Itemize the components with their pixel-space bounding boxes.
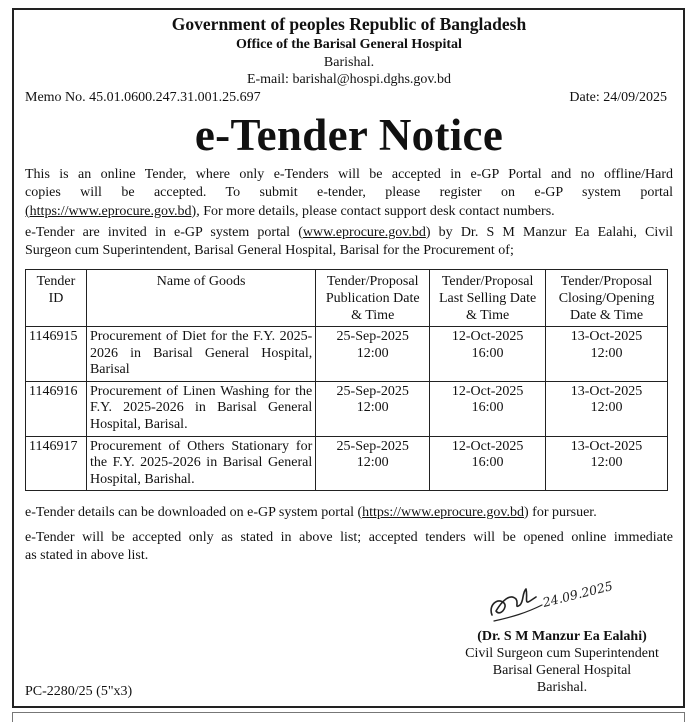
header-publication: Tender/Proposal Publication Date & Time <box>316 270 430 327</box>
invite-line-2: Surgeon cum Superintendent, Barisal General Hospital, Barisal for the Procurement of; <box>25 243 514 259</box>
signatory-name: (Dr. S M Manzur Ea Ealahi) <box>477 629 647 644</box>
tender-id: 1146917 <box>26 436 87 491</box>
notice-title: e-Tender Notice <box>194 110 504 160</box>
government-heading: Government of peoples Republic of Bangladesh <box>171 14 527 34</box>
goods-name: Procurement of Others Stationary for the F.Y. 2025-2026 in Barisal General Hospital, Barishal. <box>86 436 315 491</box>
header-tender-id: Tender ID <box>26 270 87 327</box>
details-pre: e-Tender details can be downloaded on e-GP system portal ( <box>25 505 363 520</box>
eprocure-link[interactable]: (https://www.eprocure.gov.bd) <box>25 203 197 219</box>
signature-date: 24.09.2025 <box>541 578 615 610</box>
table-row <box>26 327 668 382</box>
intro-line-3-rest: , For more details, please contact support desk contact numbers. <box>196 203 555 219</box>
invite-line-1 <box>25 224 673 242</box>
closing-opening-datetime: 13-Oct-2025 12:00 <box>546 327 668 382</box>
acceptance-line-1: e-Tender will be accepted only as stated in above list; accepted tenders will be opened online immediate <box>25 530 673 545</box>
invite-pre: e-Tender are invited in e-GP system portal ( <box>25 225 303 240</box>
acceptance-paragraph <box>25 529 673 566</box>
eprocure-short-link[interactable]: www.eprocure.gov.bd <box>302 225 426 240</box>
notice-date: Date: 24/09/2025 <box>569 90 667 105</box>
signatory-designation: Civil Surgeon cum Superintendent <box>465 646 659 661</box>
publication-datetime: 25-Sep-2025 12:00 <box>316 327 430 382</box>
header-name-of-goods: Name of Goods <box>86 270 315 327</box>
pc-reference: PC-2280/25 (5"x3) <box>25 684 133 699</box>
signatory-hospital: Barisal General Hospital <box>492 663 632 678</box>
signatory-block <box>436 628 688 696</box>
table-header-row <box>26 270 668 327</box>
goods-name: Procurement of Linen Washing for the F.Y. 2025-2026 in Barisal General Hospital, Barisal. <box>86 381 315 436</box>
intro-paragraph <box>25 166 673 221</box>
closing-opening-datetime: 13-Oct-2025 12:00 <box>546 436 668 491</box>
table-row <box>26 381 668 436</box>
last-selling-datetime: 12-Oct-2025 16:00 <box>430 381 546 436</box>
details-post: ) for pursuer. <box>524 505 597 520</box>
next-notice-edge <box>12 712 685 722</box>
office-email: E-mail: barishal@hospi.dghs.gov.bd <box>246 72 452 87</box>
intro-line-2: copies will be accepted. To submit e-tender, please register on e-GP system portal <box>25 185 673 201</box>
office-city: Barishal. <box>323 55 375 70</box>
handwritten-signature <box>486 571 626 627</box>
last-selling-datetime: 12-Oct-2025 16:00 <box>430 327 546 382</box>
publication-datetime: 25-Sep-2025 12:00 <box>316 436 430 491</box>
intro-line-3 <box>25 203 673 221</box>
office-heading: Office of the Barisal General Hospital <box>236 37 462 52</box>
intro-line-1: This is an online Tender, where only e-Tenders will be accepted in e-GP Portal and no offline/Hard <box>25 167 673 182</box>
eprocure-details-link[interactable]: https://www.eprocure.gov.bd <box>362 505 524 520</box>
header-closing-opening: Tender/Proposal Closing/Opening Date & Time <box>546 270 668 327</box>
memo-number: Memo No. 45.01.0600.247.31.001.25.697 <box>25 90 261 105</box>
tender-table <box>25 269 668 491</box>
closing-opening-datetime: 13-Oct-2025 12:00 <box>546 381 668 436</box>
tender-id: 1146916 <box>26 381 87 436</box>
invite-post: ) by Dr. S M Manzur Ea Ealahi, Civil <box>425 225 673 240</box>
goods-name: Procurement of Diet for the F.Y. 2025-2026 in Barisal General Hospital, Barisal <box>86 327 315 382</box>
details-paragraph <box>25 504 673 522</box>
table-row <box>26 436 668 491</box>
last-selling-datetime: 12-Oct-2025 16:00 <box>430 436 546 491</box>
acceptance-line-2: as stated in above list. <box>25 548 149 564</box>
details-line <box>25 504 673 522</box>
header-last-selling: Tender/Proposal Last Selling Date & Time <box>430 270 546 327</box>
invite-paragraph <box>25 224 673 261</box>
signatory-city: Barishal. <box>536 680 588 695</box>
publication-datetime: 25-Sep-2025 12:00 <box>316 381 430 436</box>
tender-id: 1146915 <box>26 327 87 382</box>
